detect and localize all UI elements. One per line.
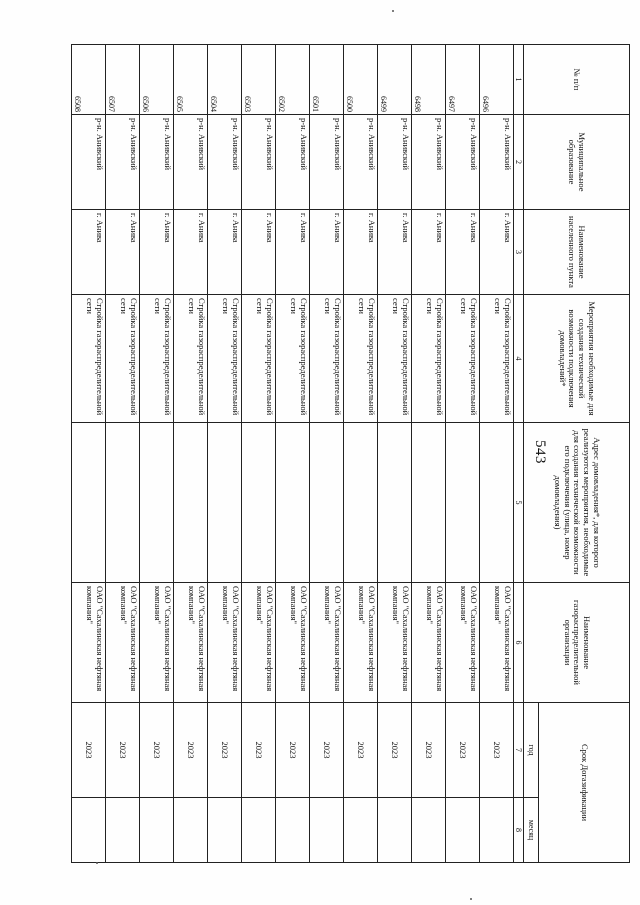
table-row (173, 45, 207, 863)
header-measures: Мероприятия необходимые для создания технической возможности подключения домовладений* (524, 295, 630, 423)
month-cell (343, 798, 377, 863)
settlement-cell: г. Анива (207, 210, 241, 295)
year-cell: 2023 (343, 703, 377, 798)
municipality-cell: р-н. Анивский (411, 115, 445, 210)
settlement-cell: г. Анива (309, 210, 343, 295)
table-row (139, 45, 173, 863)
column-index: 1 (513, 45, 523, 115)
month-cell (479, 798, 513, 863)
organization-cell: ОАО "Сахалинская нефтяная компания" (71, 583, 105, 703)
row-number: 6503 (241, 45, 275, 115)
settlement-cell: г. Анива (411, 210, 445, 295)
row-number: 6504 (207, 45, 241, 115)
municipality-cell: р-н. Анивский (275, 115, 309, 210)
year-cell: 2023 (207, 703, 241, 798)
table-row (71, 45, 105, 863)
year-cell: 2023 (71, 703, 105, 798)
address-cell (139, 423, 173, 583)
organization-cell: ОАО "Сахалинская нефтяная компания" (275, 583, 309, 703)
organization-cell: ОАО "Сахалинская нефтяная компания" (207, 583, 241, 703)
address-cell (173, 423, 207, 583)
measures-cell: Стройка газораспределительной сети (377, 295, 411, 423)
organization-cell: ОАО "Сахалинская нефтяная компания" (343, 583, 377, 703)
address-cell (207, 423, 241, 583)
table-row (377, 45, 411, 863)
column-index: 3 (513, 210, 523, 295)
address-cell (71, 423, 105, 583)
row-number: 6507 (105, 45, 139, 115)
measures-cell: Стройка газораспределительной сети (105, 295, 139, 423)
address-cell (479, 423, 513, 583)
row-number: 6496 (479, 45, 513, 115)
address-cell (377, 423, 411, 583)
measures-cell: Стройка газораспределительной сети (71, 295, 105, 423)
organization-cell: ОАО "Сахалинская нефтяная компания" (139, 583, 173, 703)
measures-cell: Стройка газораспределительной сети (479, 295, 513, 423)
municipality-cell: р-н. Анивский (343, 115, 377, 210)
row-number: 6506 (139, 45, 173, 115)
header-num: № п/п (524, 45, 630, 115)
municipality-cell: р-н. Анивский (105, 115, 139, 210)
measures-cell: Стройка газораспределительной сети (309, 295, 343, 423)
settlement-cell: г. Анива (479, 210, 513, 295)
row-number: 6508 (71, 45, 105, 115)
header-deadline: Срок Догазификации (539, 703, 630, 863)
table-body (71, 45, 513, 863)
address-cell (411, 423, 445, 583)
table-row (479, 45, 513, 863)
table-row (445, 45, 479, 863)
page-number: 543 (532, 440, 548, 464)
municipality-cell: р-н. Анивский (309, 115, 343, 210)
measures-cell: Стройка газораспределительной сети (173, 295, 207, 423)
settlement-cell: г. Анива (275, 210, 309, 295)
column-index: 7 (513, 703, 523, 798)
month-cell (207, 798, 241, 863)
table-row (241, 45, 275, 863)
year-cell: 2023 (377, 703, 411, 798)
column-index: 5 (513, 423, 523, 583)
month-cell (445, 798, 479, 863)
table-frame (73, 44, 630, 862)
table-row (309, 45, 343, 863)
year-cell: 2023 (309, 703, 343, 798)
settlement-cell: г. Анива (241, 210, 275, 295)
settlement-cell: г. Анива (139, 210, 173, 295)
row-number: 6500 (343, 45, 377, 115)
settlement-cell: г. Анива (105, 210, 139, 295)
municipality-cell: р-н. Анивский (71, 115, 105, 210)
table-row (343, 45, 377, 863)
year-cell: 2023 (105, 703, 139, 798)
settlement-cell: г. Анива (71, 210, 105, 295)
year-cell: 2023 (275, 703, 309, 798)
row-number: 6497 (445, 45, 479, 115)
organization-cell: ОАО "Сахалинская нефтяная компания" (241, 583, 275, 703)
row-number: 6498 (411, 45, 445, 115)
header-month: месяц (524, 798, 539, 863)
row-number: 6502 (275, 45, 309, 115)
header-municipality: Муниципальное образование (524, 115, 630, 210)
column-index: 8 (513, 798, 523, 863)
column-index: 4 (513, 295, 523, 423)
municipality-cell: р-н. Анивский (207, 115, 241, 210)
settlement-cell: г. Анива (343, 210, 377, 295)
address-cell (105, 423, 139, 583)
organization-cell: ОАО "Сахалинская нефтяная компания" (309, 583, 343, 703)
scan-speck (392, 10, 394, 12)
measures-cell: Стройка газораспределительной сети (275, 295, 309, 423)
municipality-cell: р-н. Анивский (241, 115, 275, 210)
row-number: 6499 (377, 45, 411, 115)
month-cell (411, 798, 445, 863)
header-organization: Наименование газораспределительной организации (524, 583, 630, 703)
header-year: год (524, 703, 539, 798)
measures-cell: Стройка газораспределительной сети (343, 295, 377, 423)
month-cell (105, 798, 139, 863)
month-cell (139, 798, 173, 863)
organization-cell: ОАО "Сахалинская нефтяная компания" (377, 583, 411, 703)
year-cell: 2023 (173, 703, 207, 798)
address-cell (241, 423, 275, 583)
year-cell: 2023 (411, 703, 445, 798)
header-settlement: Наименование населенного пункта (524, 210, 630, 295)
year-cell: 2023 (479, 703, 513, 798)
organization-cell: ОАО "Сахалинская нефтяная компания" (445, 583, 479, 703)
measures-cell: Стройка газораспределительной сети (207, 295, 241, 423)
column-index: 2 (513, 115, 523, 210)
table-row (105, 45, 139, 863)
municipality-cell: р-н. Анивский (377, 115, 411, 210)
column-index: 6 (513, 583, 523, 703)
year-cell: 2023 (241, 703, 275, 798)
address-cell (309, 423, 343, 583)
measures-cell: Стройка газораспределительной сети (139, 295, 173, 423)
header-address: Адрес домовладения*, для которого реализуются мероприятия, необходимые для создания технической возможности его подключения (улица, номер домовладения) (524, 423, 630, 583)
table-row (275, 45, 309, 863)
municipality-cell: р-н. Анивский (479, 115, 513, 210)
month-cell (71, 798, 105, 863)
organization-cell: ОАО "Сахалинская нефтяная компания" (105, 583, 139, 703)
municipality-cell: р-н. Анивский (173, 115, 207, 210)
scan-speck (96, 862, 98, 864)
measures-cell: Стройка газораспределительной сети (411, 295, 445, 423)
month-cell (275, 798, 309, 863)
organization-cell: ОАО "Сахалинская нефтяная компания" (411, 583, 445, 703)
municipality-cell: р-н. Анивский (445, 115, 479, 210)
organization-cell: ОАО "Сахалинская нефтяная компания" (479, 583, 513, 703)
address-cell (275, 423, 309, 583)
scan-speck (470, 898, 472, 900)
measures-cell: Стройка газораспределительной сети (445, 295, 479, 423)
month-cell (241, 798, 275, 863)
row-number: 6505 (173, 45, 207, 115)
year-cell: 2023 (445, 703, 479, 798)
table-row (207, 45, 241, 863)
month-cell (309, 798, 343, 863)
address-cell (445, 423, 479, 583)
settlement-cell: г. Анива (377, 210, 411, 295)
month-cell (173, 798, 207, 863)
measures-cell: Стройка газораспределительной сети (241, 295, 275, 423)
settlement-cell: г. Анива (445, 210, 479, 295)
address-cell (343, 423, 377, 583)
column-index-row (513, 45, 523, 863)
year-cell: 2023 (139, 703, 173, 798)
municipality-cell: р-н. Анивский (139, 115, 173, 210)
gasification-table (71, 44, 630, 863)
month-cell (377, 798, 411, 863)
organization-cell: ОАО "Сахалинская нефтяная компания" (173, 583, 207, 703)
table-row (411, 45, 445, 863)
row-number: 6501 (309, 45, 343, 115)
settlement-cell: г. Анива (173, 210, 207, 295)
